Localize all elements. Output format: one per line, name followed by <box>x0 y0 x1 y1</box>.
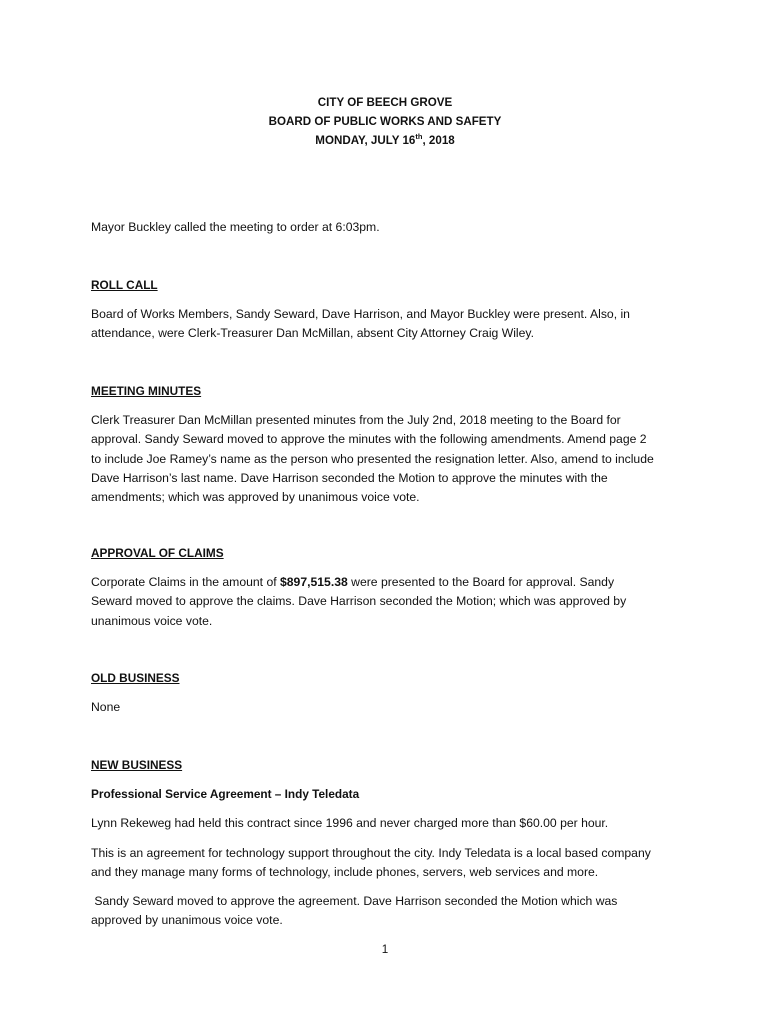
meeting-minutes-section <box>91 382 691 507</box>
meeting-minutes-line-1: Clerk Treasurer Dan McMillan presented minutes from the July 2nd, 2018 meeting to the Board for <box>91 413 621 428</box>
meeting-minutes-line-4: Dave Harrison’s last name. Dave Harrison seconded the Motion to approve the minutes with the <box>91 470 608 485</box>
claims-line-1 <box>91 573 691 592</box>
page-number: 1 <box>381 943 389 956</box>
claims-line-1-prefix: Corporate Claims in the amount of <box>91 575 280 590</box>
new-business-para-1: Lynn Rekeweg had held this contract since 1996 and never charged more than $60.00 per hour. <box>91 816 609 831</box>
old-business-text: None <box>91 700 121 715</box>
meeting-minutes-line-3: to include Joe Ramey’s name as the person who presented the resignation letter. Also, amend to include <box>91 451 654 466</box>
new-business-para-3-line-2: approved by unanimous voice vote. <box>91 913 283 928</box>
header-date-year: , 2018 <box>422 134 455 147</box>
claims-line-2: Seward moved to approve the claims. Dave Harrison seconded the Motion; which was approved by <box>91 594 627 609</box>
roll-call-line-2: attendance, were Clerk-Treasurer Dan McMillan, absent City Attorney Craig Wiley. <box>91 326 534 341</box>
new-business-para-2-line-1: This is an agreement for technology support throughout the city. Indy Teledata is a local based company <box>91 845 651 860</box>
new-business-section <box>91 756 691 930</box>
intro-section <box>91 218 691 237</box>
new-business-heading: NEW BUSINESS <box>91 758 183 772</box>
intro-text: Mayor Buckley called the meeting to order at 6:03pm. <box>91 220 380 234</box>
approval-of-claims-heading: APPROVAL OF CLAIMS <box>91 546 224 560</box>
new-business-subheading: Professional Service Agreement – Indy Teledata <box>91 787 360 802</box>
new-business-para-2-line-2: and they manage many forms of technology, include phones, servers, web services and more. <box>91 864 599 879</box>
approval-of-claims-section <box>91 544 691 631</box>
claims-line-3: unanimous voice vote. <box>91 613 213 628</box>
document-header <box>0 93 770 150</box>
header-board: BOARD OF PUBLIC WORKS AND SAFETY <box>268 115 502 128</box>
roll-call-heading: ROLL CALL <box>91 278 158 292</box>
new-business-para-3-line-1: Sandy Seward moved to approve the agreement. Dave Harrison seconded the Motion which was <box>91 894 618 909</box>
claims-amount: $897,515.38 <box>280 575 348 590</box>
header-date-main: MONDAY, JULY 16 <box>315 134 416 147</box>
old-business-heading: OLD BUSINESS <box>91 671 180 685</box>
meeting-minutes-line-2: approval. Sandy Seward moved to approve the minutes with the following amendments. Amend page 2 <box>91 432 647 447</box>
header-date-sup: th <box>415 132 423 142</box>
header-date <box>0 131 770 150</box>
meeting-minutes-heading: MEETING MINUTES <box>91 384 202 398</box>
header-city: CITY OF BEECH GROVE <box>317 96 453 109</box>
roll-call-section <box>91 276 691 344</box>
meeting-minutes-line-5: amendments; which was approved by unanimous voice vote. <box>91 490 420 505</box>
roll-call-line-1: Board of Works Members, Sandy Seward, Dave Harrison, and Mayor Buckley were present. Also, in <box>91 307 630 322</box>
claims-line-1-suffix: were presented to the Board for approval. Sandy <box>347 575 615 590</box>
old-business-section <box>91 669 691 717</box>
